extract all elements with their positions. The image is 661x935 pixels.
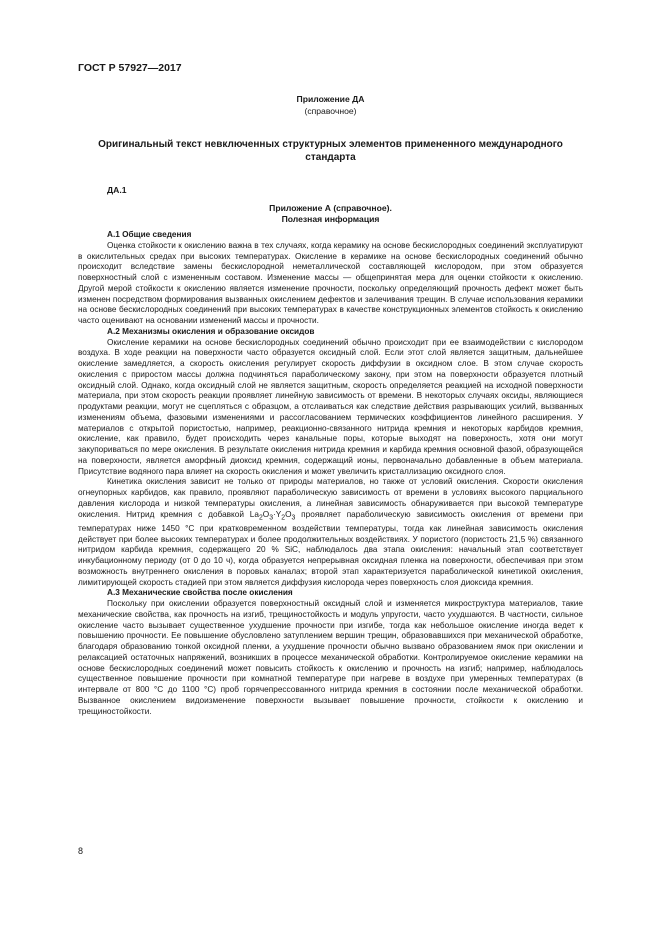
formula-y: ·Y [273,509,282,519]
appendix-a-heading: Приложение А (справочное). [269,203,392,213]
formula-o1: O [262,509,270,519]
paragraph-a2-2 [78,477,583,588]
paragraph-a1-1: Оценка стойкости к окислению важна в тех случаях, когда керамику на основе бескислородных соединений эксплуатируют в окислительных средах при высоких температурах. Окисление в керамике на основе бескислородных соединений обычно происходит вследствие замены бескислородной неметаллической составляющей кислородом, при этом образуется поверхностный слой с измененным составом. Изменение массы — общепринятая мера для оценки стойкости к окислению. Другой мерой стойкости к окислению является изменение прочности, поскольку определяющий прочность дефект может быть изменен посредством формирования вызванных окислением дефектов и залечивания трещин. В случае использования керамики на основе бескислородных соединений при высоких температурах в качестве конструкционных элементов стойкость к окислению часто оценивают на основании изменений массы и прочности. [78,240,583,325]
section-heading-a1: А.1 Общие сведения [107,230,192,239]
formula-la: La [249,509,259,519]
document-body [78,230,583,717]
paragraph-a2-1: Окисление керамики на основе бескислородных соединений обычно происходит при ее взаимодействии с кислородом воздуха. В ходе реакции на поверхности часто образуется оксидный слой. Если этот слой является защитным, дальнейшее окисление замедляется, а скорость окисления регулирует скорость диффузии в оксидном слое. В этом случае скорость окисления с приростом массы должна подчиняться параболическому закону, при этом на поверхности образуется плотный оксидный слой. Однако, когда оксидный слой не является защитным, скорость определяется реакцией на исходной поверхности материала, при этом скорость реакции проявляет линейную зависимость от времени. В некоторых случаях оксиды, являющиеся продуктами реакции, могут не сцепляться с образцом, а отслаиваться как следствие действия разрывающих усилий, вызванных изменениям объема, фазовыми изменениями и рассогласованием термических коэффициентов линейного расширения. У материалов с открытой пористостью, например, реакционно-связанного нитрида кремния и некоторых карбидов кремния, окисление, как правило, будет происходить через канальные поры, которые выходят на поверхность, хотя они могут закупориваться по мере окисления. В результате окисления нитрида кремния и карбида кремния основной фазой, образующейся на поверхности, является аморфный диоксид кремния, содержащий ионы, первоначально добавленные в объем материала. Присутствие водяного пара влияет на скорость окисления и может увеличить кристаллизацию оксидного слоя. [78,337,583,476]
chemical-formula [249,509,296,522]
formula-y-sub: 2 [281,514,286,522]
section-heading-a3: А.3 Механические свойства после окисления [107,588,293,598]
da-label: ДА.1 [107,185,127,195]
appendix-a-title [78,203,583,225]
page-number: 8 [78,846,84,856]
formula-o2-sub: 3 [291,514,296,522]
main-title: Оригинальный текст невключенных структурных элементов примененного международного стандарта [98,139,563,163]
paragraph-a2-2-part2: проявляет параболическую зависимость окисления от времени при температурах ниже 1450 °С при кратковременном воздействии температуры, тогда как линейная зависимость окисления действует при более высоких температурах и более продолжительных воздействиях. У пористого (пористость 21,5 %) связанного нитридом карбида кремния, содержащего 20 % SiC, наблюдалось два этапа окисления: начальный этап соответствует инкубационному периоду (от 0 до 10 ч), когда образуется непрерывная оксидная пленка на поверхности, обеспечивая при этом возможность внутреннего окисления в поровых каналах; второй этап характеризуется параболической кинетикой окисления, лимитирующей скорость стадией при этом является диффузия кислорода через поверхность слоя диоксида кремния. [78,509,583,587]
section-heading-a2: А.2 Механизмы окисления и образование оксидов [107,326,315,336]
formula-o2: O [285,509,292,519]
formula-o1-sub: 3 [269,514,274,522]
annex-title: Приложение ДА [296,94,365,104]
formula-la-sub: 2 [258,514,263,522]
paragraph-a3-1: Поскольку при окислении образуется поверхностный оксидный слой и изменяется микроструктура материалов, такие механические свойства, как прочность на изгиб, трещиностойкость и модуль упругости, часто ухудшаются. В частности, сильное окисление часто вызывает существенное ухудшение прочности при изгибе, тогда как небольшое окисление иногда ведет к повышению прочности. Ее повышение обусловлено затуплением вершин трещин, образовавшихся при механической обработке, благодаря образованию тонкой оксидной пленки, а ухудшение прочности обычно вызвано образованием ямок при окислении и релаксацией остаточных напряжений, возникших в процессе механической обработки. Контролируемое окисление керамики на основе бескислородных соединений может повысить стойкость к окислению и прочность на изгиб; например, наблюдалось существенное повышение прочности при комнатной температуре при нагреве в воздухе при умеренных температурах (в интервале от 800 °С до 1100 °С) проб горячепрессованного нитрида кремния в состоянии после механической обработки. Вызванное окислением видоизменение поверхности вызывает повышение прочности, стойкости к окислению и трещиностойкости. [78,599,583,716]
appendix-a-subtitle: Полезная информация [281,214,380,224]
annex-subtitle: (справочное) [304,106,357,116]
paragraph-a2-2-part1: Кинетика окисления зависит не только от природы материалов, но также от условий окисления. Скорости окисления огнеупорных карбидов, как правило, проявляют параболическую зависимость от времени в условиях высокого парциального давления кислорода и низкой температуры окисления, а линейная зависимость обнаруживается при высокой температуре окисления. Нитрид кремния с добавкой [78,477,583,519]
standard-header: ГОСТ Р 57927—2017 [78,62,182,74]
